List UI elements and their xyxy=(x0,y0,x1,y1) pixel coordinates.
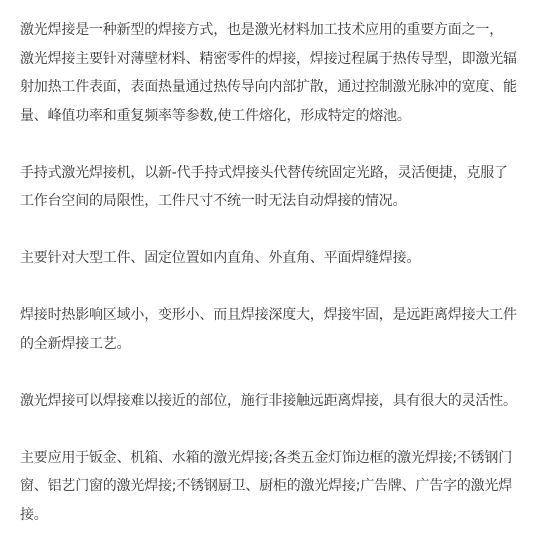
paragraph-handheld-welder: 手持式激光焊接机，以新-代手持式焊接头代替传统固定光路，灵活便捷，克服了工作台空间的局限性，工件尺寸不统一时无法自动焊接的情况。 xyxy=(20,164,508,209)
paragraph-flexibility: 激光焊接可以焊接难以接近的部位，施行非接触远距离焊接，具有很大的灵活性。 xyxy=(20,392,517,409)
paragraph-heat-affected-zone: 焊接时热影响区域小，变形小、而且焊接深度大，焊接牢固，是远距离焊接大工件的全新焊接工艺。 xyxy=(20,307,517,352)
paragraph-applications: 主要应用于钣金、机箱、水箱的激光焊接;各类五金灯饰边框的激光焊接;不锈钢门窗、铝艺门窗的激光焊接;不锈钢厨卫、厨柜的激光焊接;广告牌、广告字的激光焊接。 xyxy=(20,449,513,523)
paragraph-intro: 激光焊接是一种新型的焊接方式，也是激光材料加工技术应用的重要方面之一， 激光焊接主要针对薄壁材料、精密零件的焊接，焊接过程属于热传导型，即激光辐射加热工件表面，表面热量通过热传导向内部扩散，通过控制激光脉冲的宽度、能量、峰值功率和重复频率等参数,使工件熔化，形成特定的熔池。 xyxy=(20,22,517,124)
paragraph-target-workpieces: 主要针对大型工件、固定位置如内直角、外直角、平面焊缝焊接。 xyxy=(20,250,421,266)
